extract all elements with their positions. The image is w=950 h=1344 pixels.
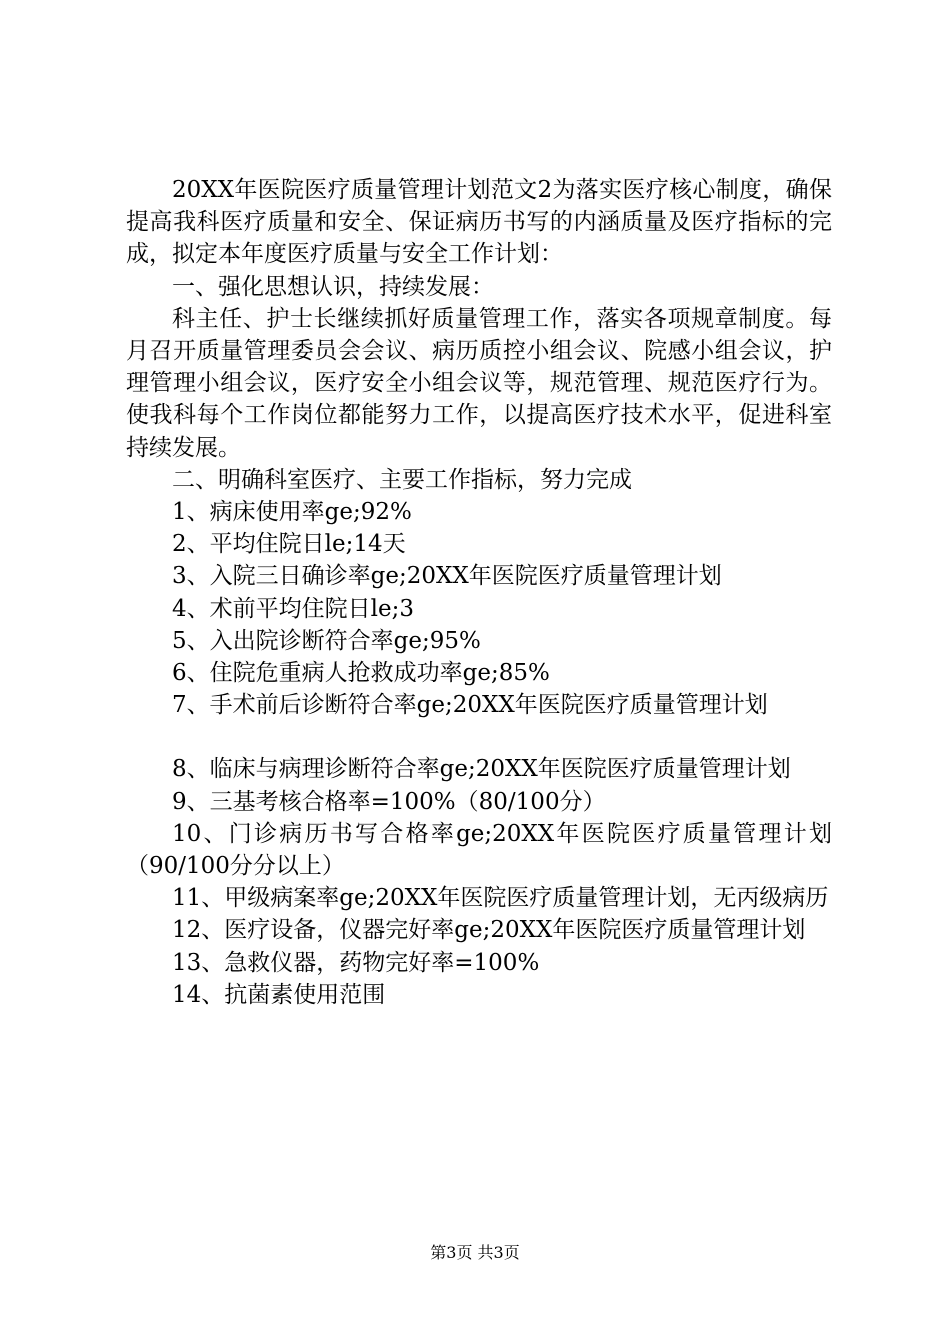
page-footer [0, 1243, 950, 1263]
list-item: 14、抗菌素使用范围 [172, 981, 386, 1008]
list-item: 5、入出院诊断符合率ge;95% [172, 627, 481, 654]
list-item: 4、术前平均住院日le;3 [172, 595, 414, 622]
list-item: 8、临床与病理诊断符合率ge;20XX年医院医疗质量管理计划 [172, 756, 791, 783]
list-item: 9、三基考核合格率=100%（80/100分） [172, 788, 606, 815]
paragraph-section-1: 科主任、护士长继续抓好质量管理工作，落实各项规章制度。每月召开质量管理委员会会议、病历质控小组会议、院感小组会议，护理管理小组会议，医疗安全小组会议等，规范管理、规范医疗行为。使我科每个工作岗位都能努力工作，以提高医疗技术水平，促进科室持续发展。 [126, 305, 832, 461]
list-item: 3、入院三日确诊率ge;20XX年医院医疗质量管理计划 [172, 563, 722, 590]
list-item: 13、急救仪器，药物完好率=100% [172, 949, 540, 976]
list-item: 11、甲级病案率ge;20XX年医院医疗质量管理计划，无丙级病历 [172, 885, 829, 912]
list-item: 6、住院危重病人抢救成功率ge;85% [172, 660, 550, 687]
section-heading-2: 二、明确科室医疗、主要工作指标，努力完成 [172, 466, 632, 493]
page-number: 第3页 共3页 [430, 1243, 520, 1262]
list-item: 1、病床使用率ge;92% [172, 499, 412, 526]
list-item: 12、医疗设备，仪器完好率ge;20XX年医院医疗质量管理计划 [172, 917, 806, 944]
paragraph-intro: 20XX年医院医疗质量管理计划范文2为落实医疗核心制度，确保提高我科医疗质量和安全、保证病历书写的内涵质量及医疗指标的完成，拟定本年度医疗质量与安全工作计划： [126, 177, 832, 268]
section-heading-1: 一、强化思想认识，持续发展： [172, 273, 494, 300]
list-item: 10、门诊病历书写合格率ge;20XX年医院医疗质量管理计划（90/100分分以上） [126, 820, 832, 880]
list-item: 7、手术前后诊断符合率ge;20XX年医院医疗质量管理计划 [172, 692, 768, 719]
document-body [126, 174, 832, 1011]
list-item: 2、平均住院日le;14天 [172, 531, 406, 558]
